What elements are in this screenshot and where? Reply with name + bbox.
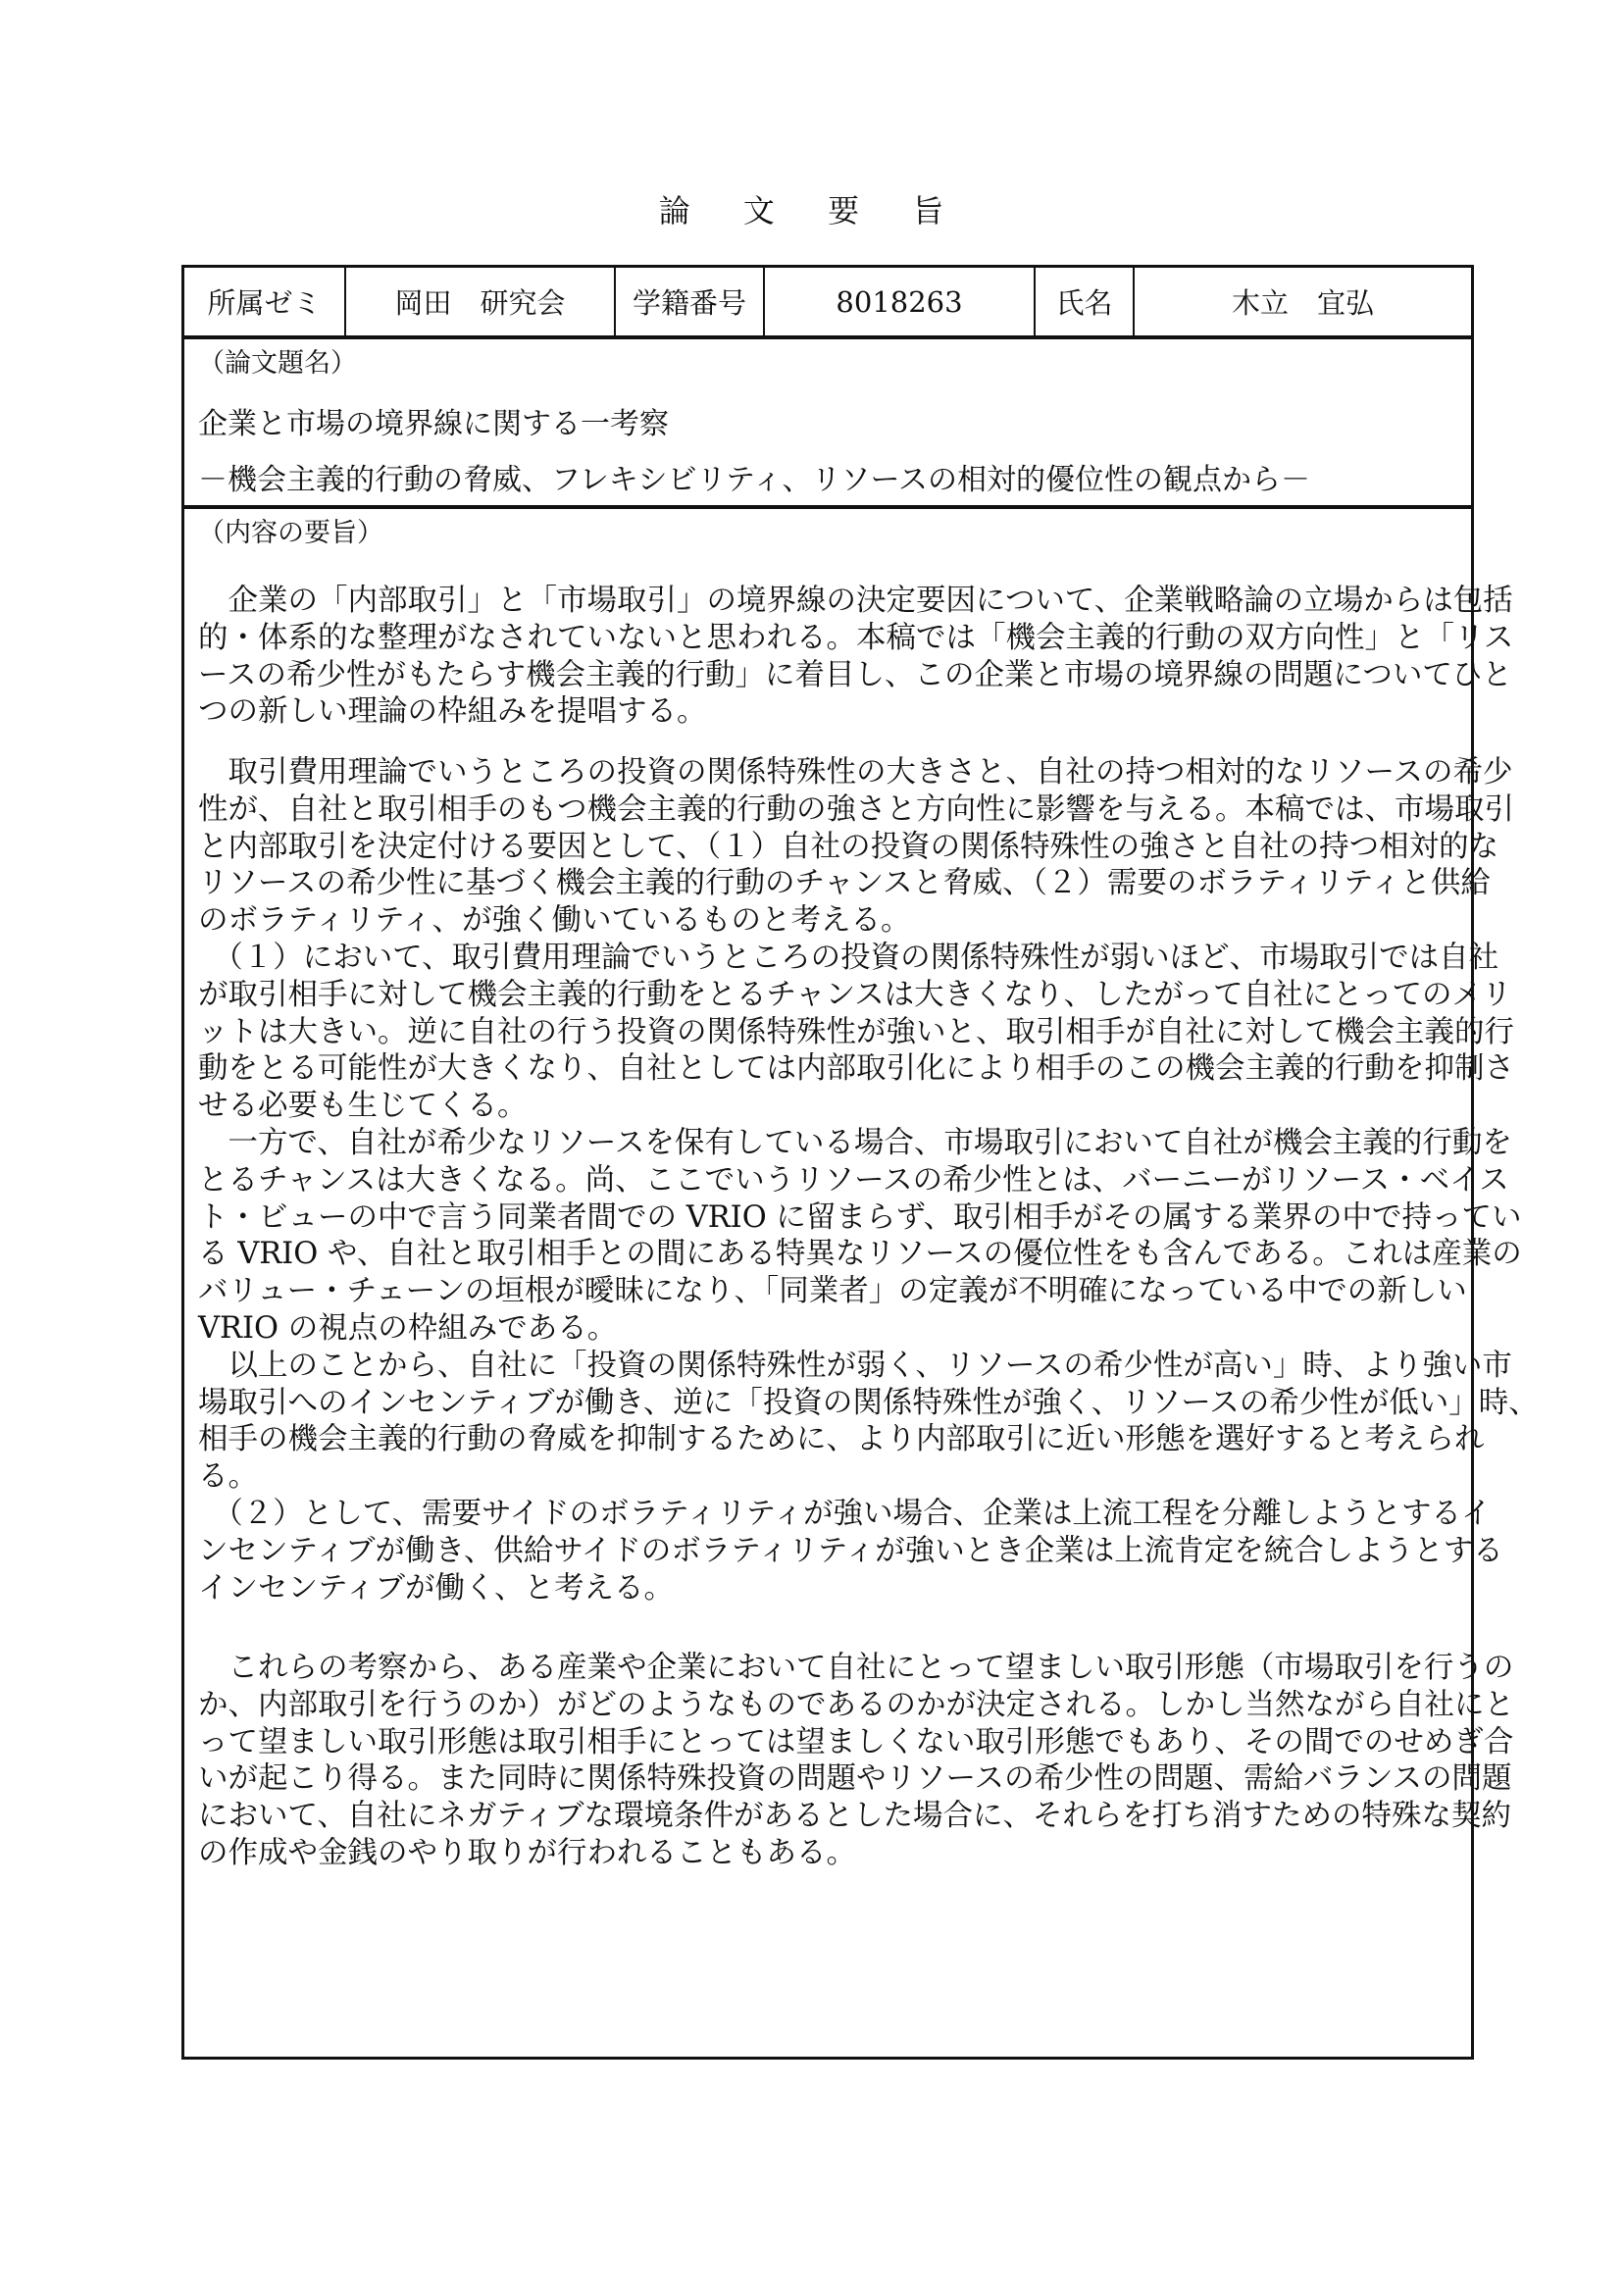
summary-line: ットは大きい。逆に自社の行う投資の関係特殊性が強いと、取引相手が自社に対して機会主義的行	[198, 1014, 1514, 1049]
thesis-subtitle: －機会主義的行動の脅威、フレキシビリティ、リソースの相対的優位性の観点から－	[198, 463, 1310, 497]
student-id-label: 学籍番号	[616, 268, 765, 335]
thesis-title-label: （論文題名）	[198, 348, 357, 379]
summary-line: （１）において、取引費用理論でいうところの投資の関係特殊性が弱いほど、市場取引では自社	[198, 940, 1499, 975]
summary-paragraph-group	[198, 583, 1514, 731]
summary-line: る。	[198, 1459, 258, 1495]
page-title: 論 文 要 旨	[658, 192, 966, 229]
summary-line: これらの考察から、ある産業や企業において自社にとって望ましい取引形態（市場取引を行うの	[198, 1651, 1514, 1685]
summary-line: 動をとる可能性が大きくなり、自社としては内部取引化により相手のこの機会主義的行動を抑制さ	[198, 1051, 1514, 1087]
summary-line: 取引費用理論でいうところの投資の関係特殊性の大きさと、自社の持つ相対的なリソースの希少	[198, 755, 1513, 790]
summary-line: インセンティブが働く、と考える。	[198, 1570, 674, 1606]
summary-line: 性が、自社と取引相手のもつ機会主義的行動の強さと方向性に影響を与える。本稿では、市場取引	[198, 791, 1514, 827]
summary-line: リソースの希少性に基づく機会主義的行動のチャンスと脅威、（２）需要のボラティリティと供給	[198, 866, 1491, 901]
summary-paragraph-group	[198, 1650, 1514, 1872]
name-label: 氏名	[1036, 268, 1135, 335]
thesis-title: 企業と市場の境界線に関する一考察	[198, 407, 669, 441]
summary-line: （２）として、需要サイドのボラティリティが強い場合、企業は上流工程を分離しようとするイ	[198, 1496, 1492, 1531]
summary-line: つの新しい理論の枠組みを提唱する。	[198, 694, 707, 730]
summary-line: 場取引へのインセンティブが働き、逆に「投資の関係特殊性が強く、リソースの希少性が低い」時、	[198, 1385, 1539, 1420]
summary-line: か、内部取引を行うのか）がどのようなものであるのかが決定される。しかし当然ながら自社にと	[198, 1687, 1514, 1722]
summary-line: 以上のことから、自社に「投資の関係特殊性が弱く、リソースの希少性が高い」時、より強い市	[198, 1348, 1512, 1383]
summary-line: ト・ビューの中で言う同業者間での VRIO に留まらず、取引相手がその属する業界の中で持ってい	[198, 1199, 1522, 1235]
student-id-value: 8018263	[765, 268, 1036, 335]
summary-line: せる必要も生じてくる。	[198, 1089, 528, 1124]
summary-line: いが起こり得る。また同時に関係特殊投資の問題やリソースの希少性の問題、需給バランスの問題	[198, 1761, 1512, 1797]
summary-line: ンセンティブが働き、供給サイドのボラティリティが強いとき企業は上流肯定を統合しようとする	[198, 1533, 1503, 1568]
summary-line: と内部取引を決定付ける要因として、（１）自社の投資の関係特殊性の強さと自社の持つ相対的な	[198, 829, 1499, 864]
name-value: 木立 宜弘	[1231, 286, 1374, 320]
summary-line: って望ましい取引形態は取引相手にとっては望ましくない取引形態でもあり、その間でのせめぎ合	[198, 1724, 1514, 1759]
summary-line: の作成や金銭のやり取りが行われることもある。	[198, 1835, 856, 1870]
seminar-value: 岡田 研究会	[346, 268, 616, 335]
summary-line: 一方で、自社が希少なリソースを保有している場合、市場取引において自社が機会主義的行動を	[198, 1125, 1512, 1160]
summary-line: バリュー・チェーンの垣根が曖昧になり、「同業者」の定義が不明確になっている中での新しい	[198, 1274, 1467, 1309]
seminar-label: 所属ゼミ	[184, 268, 346, 335]
summary-line: 相手の機会主義的行動の脅威を抑制するために、より内部取引に近い形態を選好すると考えられ	[198, 1422, 1485, 1457]
summary-line: 企業の「内部取引」と「市場取引」の境界線の決定要因について、企業戦略論の立場からは包括	[198, 584, 1513, 618]
summary-line: 的・体系的な整理がなされていないと思われる。本稿では「機会主義的行動の双方向性」と「リス	[198, 620, 1514, 655]
summary-line: が取引相手に対して機会主義的行動をとるチャンスは大きくなり、したがって自社にとってのメリ	[198, 977, 1512, 1012]
summary-paragraph-group	[198, 754, 1539, 1606]
summary-label: （内容の要旨）	[198, 518, 383, 548]
summary-line: る VRIO や、自社と取引相手との間にある特異なリソースの優位性をも含んである。これは産業の	[198, 1237, 1522, 1272]
abstract-form	[181, 265, 1539, 2060]
thesis-title-section	[184, 339, 1471, 509]
summary-line: とるチャンスは大きくなる。尚、ここでいうリソースの希少性とは、バーニーがリソース・ベイス	[198, 1162, 1509, 1198]
summary-line: のボラティリティ、が強く働いているものと考える。	[198, 903, 911, 939]
header-row	[184, 268, 1471, 339]
summary-line: VRIO の視点の枠組みである。	[198, 1310, 618, 1346]
summary-line: において、自社にネガティブな環境条件があるとした場合に、それらを打ち消すための特殊な契約	[198, 1799, 1511, 1834]
summary-line: ースの希少性がもたらす機会主義的行動」に着目し、この企業と市場の境界線の問題についてひと	[198, 657, 1512, 692]
